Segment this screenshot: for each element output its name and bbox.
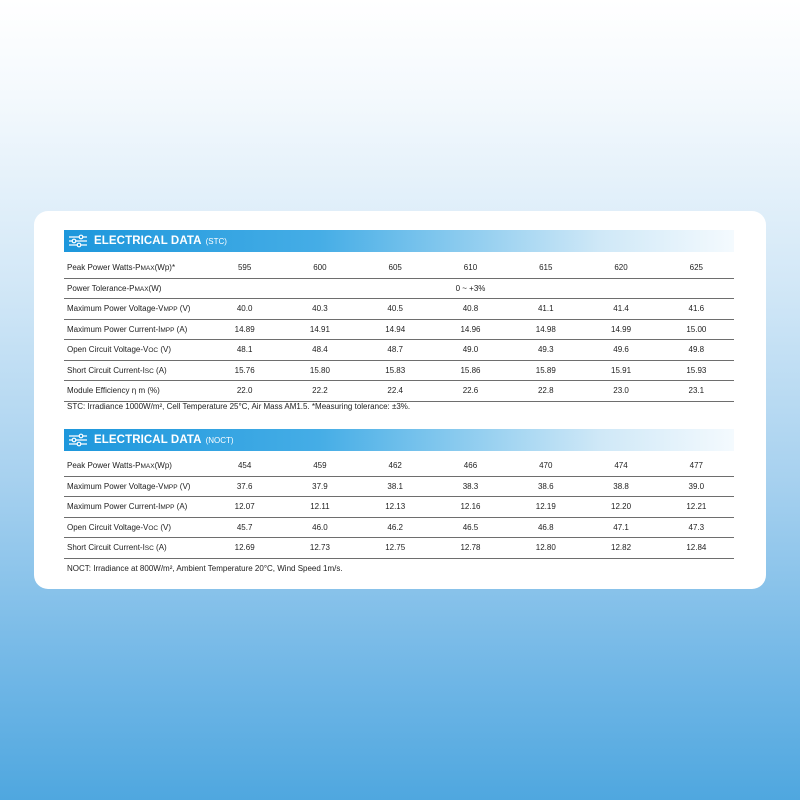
row-label — [64, 340, 207, 361]
table-cell: 37.9 — [282, 476, 357, 497]
table-cell: 48.7 — [358, 340, 433, 361]
table-cell: 22.8 — [508, 381, 583, 402]
table-cell: 14.96 — [433, 319, 508, 340]
table-cell: 38.6 — [508, 476, 583, 497]
row-label-unit: (A) — [174, 324, 188, 334]
table-row — [64, 476, 734, 497]
table-cell: 12.16 — [433, 497, 508, 518]
row-label — [64, 517, 207, 538]
table-cell: 15.80 — [282, 360, 357, 381]
table-cell: 45.7 — [207, 517, 282, 538]
table-cell: 15.00 — [659, 319, 734, 340]
row-label-unit: (W) — [148, 283, 162, 293]
row-label-text: Open Circuit Voltage-V — [67, 522, 149, 532]
table-cell: 49.0 — [433, 340, 508, 361]
row-label-subscript: MPP — [163, 483, 178, 491]
stc-section-subtitle: (STC) — [205, 237, 227, 246]
row-label-unit: (A) — [153, 543, 167, 553]
row-label-subscript: SC — [144, 367, 154, 375]
table-cell: 12.11 — [282, 497, 357, 518]
table-cell: 23.1 — [659, 381, 734, 402]
table-cell: 477 — [659, 456, 734, 476]
row-label-subscript: MAX — [140, 265, 155, 273]
table-cell: 12.73 — [282, 538, 357, 559]
table-cell: 12.13 — [358, 497, 433, 518]
table-row — [64, 278, 734, 299]
table-cell: 12.78 — [433, 538, 508, 559]
table-row — [64, 319, 734, 340]
row-label-subscript: MPP — [163, 306, 178, 314]
row-label-subscript: MAX — [134, 285, 149, 293]
row-label-unit: (V) — [158, 522, 172, 532]
table-cell: 40.3 — [282, 299, 357, 320]
table-cell: 49.3 — [508, 340, 583, 361]
table-cell: 12.21 — [659, 497, 734, 518]
table-cell: 38.8 — [583, 476, 658, 497]
sliders-icon — [68, 433, 88, 447]
row-label — [64, 299, 207, 320]
row-label-unit: (V) — [177, 481, 191, 491]
table-cell: 47.3 — [659, 517, 734, 538]
stc-section-header — [64, 230, 734, 252]
row-label — [64, 538, 207, 559]
stc-table — [64, 258, 734, 402]
table-cell: 15.91 — [583, 360, 658, 381]
table-cell: 14.89 — [207, 319, 282, 340]
row-label-subscript: MPP — [160, 326, 175, 334]
row-label-text: Open Circuit Voltage-V — [67, 345, 149, 355]
table-row — [64, 456, 734, 476]
table-cell: 595 — [207, 258, 282, 278]
table-cell: 14.98 — [508, 319, 583, 340]
table-row — [64, 258, 734, 278]
sliders-icon — [68, 234, 88, 248]
row-label-unit: (V) — [177, 304, 191, 314]
table-cell: 39.0 — [659, 476, 734, 497]
table-cell: 23.0 — [583, 381, 658, 402]
row-label-subscript: OC — [148, 347, 159, 355]
row-label-unit: (Wp) — [154, 461, 172, 471]
table-cell: 37.6 — [207, 476, 282, 497]
table-cell: 12.69 — [207, 538, 282, 559]
row-label-subscript: OC — [148, 524, 159, 532]
electrical-data-card — [34, 211, 766, 589]
table-cell: 41.6 — [659, 299, 734, 320]
table-cell: 12.82 — [583, 538, 658, 559]
row-label-text: Maximum Power Voltage-V — [67, 304, 164, 314]
table-cell: 38.1 — [358, 476, 433, 497]
table-cell: 46.5 — [433, 517, 508, 538]
table-cell: 466 — [433, 456, 508, 476]
stc-section-title: ELECTRICAL DATA — [94, 235, 202, 247]
table-cell: 12.84 — [659, 538, 734, 559]
table-cell: 46.8 — [508, 517, 583, 538]
table-row — [64, 381, 734, 402]
row-label-text: Module Efficiency η m (%) — [67, 386, 160, 396]
row-label — [64, 381, 207, 402]
table-cell: 15.89 — [508, 360, 583, 381]
table-cell: 462 — [358, 456, 433, 476]
table-cell: 48.1 — [207, 340, 282, 361]
row-label-text: Short Circuit Current-I — [67, 365, 145, 375]
table-cell: 459 — [282, 456, 357, 476]
table-cell: 12.20 — [583, 497, 658, 518]
table-cell: 620 — [583, 258, 658, 278]
table-cell: 15.76 — [207, 360, 282, 381]
table-cell: 625 — [659, 258, 734, 278]
table-cell: 15.86 — [433, 360, 508, 381]
table-cell: 14.99 — [583, 319, 658, 340]
row-label-unit: (Wp)* — [154, 263, 176, 273]
table-cell: 46.2 — [358, 517, 433, 538]
noct-section-title: ELECTRICAL DATA — [94, 434, 202, 446]
table-row — [64, 340, 734, 361]
table-cell: 454 — [207, 456, 282, 476]
table-cell: 0 ~ +3% — [207, 278, 734, 299]
table-cell: 12.07 — [207, 497, 282, 518]
noct-note: NOCT: Irradiance at 800W/m², Ambient Temperature 20°C, Wind Speed 1m/s. — [67, 564, 343, 573]
noct-section-subtitle: (NOCT) — [205, 436, 234, 445]
table-cell: 38.3 — [433, 476, 508, 497]
table-cell: 470 — [508, 456, 583, 476]
table-cell: 22.0 — [207, 381, 282, 402]
table-cell: 12.80 — [508, 538, 583, 559]
row-label — [64, 360, 207, 381]
table-cell: 15.93 — [659, 360, 734, 381]
row-label-subscript: MPP — [160, 504, 175, 512]
table-row — [64, 299, 734, 320]
table-cell: 49.8 — [659, 340, 734, 361]
row-label-unit: (A) — [174, 502, 188, 512]
table-cell: 47.1 — [583, 517, 658, 538]
row-label-text: Maximum Power Voltage-V — [67, 481, 164, 491]
table-cell: 40.8 — [433, 299, 508, 320]
row-label-subscript: SC — [144, 545, 154, 553]
table-cell: 41.4 — [583, 299, 658, 320]
stc-note: STC: Irradiance 1000W/m², Cell Temperature 25°C, Air Mass AM1.5. *Measuring tolerance: ±3%. — [67, 402, 411, 411]
table-cell: 14.94 — [358, 319, 433, 340]
table-row — [64, 538, 734, 559]
table-cell: 40.5 — [358, 299, 433, 320]
row-label-text: Maximum Power Current-I — [67, 502, 161, 512]
table-row — [64, 360, 734, 381]
row-label-unit: (A) — [153, 365, 167, 375]
table-cell: 605 — [358, 258, 433, 278]
row-label-text: Peak Power Watts-P — [67, 263, 141, 273]
table-cell: 48.4 — [282, 340, 357, 361]
row-label — [64, 258, 207, 278]
table-cell: 474 — [583, 456, 658, 476]
row-label — [64, 456, 207, 476]
table-cell: 22.4 — [358, 381, 433, 402]
table-cell: 12.19 — [508, 497, 583, 518]
noct-table — [64, 456, 734, 559]
table-row — [64, 497, 734, 518]
table-cell: 610 — [433, 258, 508, 278]
row-label — [64, 497, 207, 518]
table-cell: 15.83 — [358, 360, 433, 381]
table-cell: 600 — [282, 258, 357, 278]
row-label-unit: (V) — [158, 345, 172, 355]
row-label — [64, 278, 207, 299]
row-label-text: Peak Power Watts-P — [67, 461, 141, 471]
table-cell: 49.6 — [583, 340, 658, 361]
row-label-text: Maximum Power Current-I — [67, 324, 161, 334]
table-cell: 615 — [508, 258, 583, 278]
noct-section-header — [64, 429, 734, 451]
row-label — [64, 476, 207, 497]
table-cell: 40.0 — [207, 299, 282, 320]
table-cell: 41.1 — [508, 299, 583, 320]
table-cell: 22.2 — [282, 381, 357, 402]
table-cell: 22.6 — [433, 381, 508, 402]
row-label-text: Power Tolerance-P — [67, 283, 135, 293]
table-cell: 12.75 — [358, 538, 433, 559]
table-cell: 46.0 — [282, 517, 357, 538]
row-label-subscript: MAX — [140, 463, 155, 471]
row-label — [64, 319, 207, 340]
table-cell: 14.91 — [282, 319, 357, 340]
row-label-text: Short Circuit Current-I — [67, 543, 145, 553]
table-row — [64, 517, 734, 538]
